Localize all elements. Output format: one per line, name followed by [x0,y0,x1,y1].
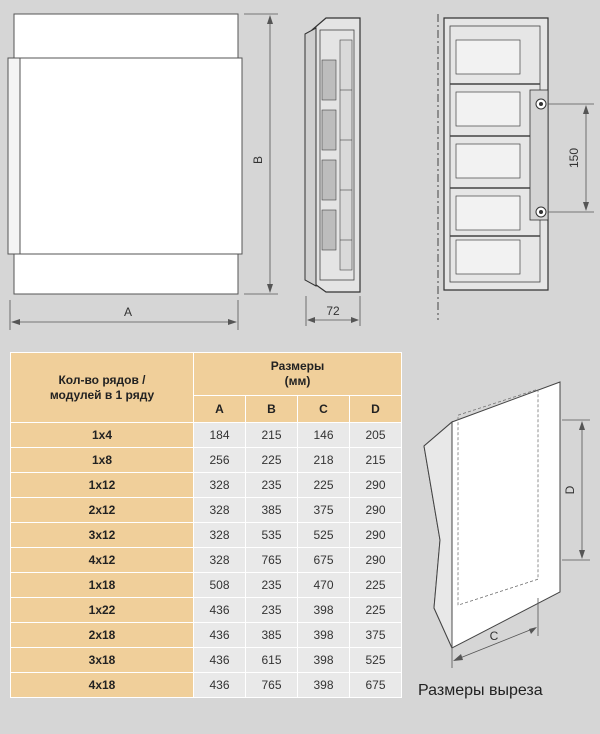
cell-b: 235 [246,598,298,623]
row-label: 1x12 [11,473,194,498]
cell-c: 146 [298,423,350,448]
cell-d: 290 [350,548,402,573]
cell-c: 398 [298,598,350,623]
cell-c: 675 [298,548,350,573]
cell-d: 225 [350,598,402,623]
table-row [11,498,402,523]
cell-b: 235 [246,573,298,598]
header-sizes-line1: Размеры [270,359,325,373]
column-header-c: C [298,396,350,423]
row-label: 1x22 [11,598,194,623]
column-header-d: D [350,396,402,423]
header-sizes-line2: (мм) [284,374,311,388]
cell-b: 235 [246,473,298,498]
header-rows-line2: модулей в 1 ряду [49,387,155,402]
table-row [11,548,402,573]
cell-a: 328 [194,523,246,548]
dim-label-b: B [251,155,265,165]
row-label: 1x18 [11,573,194,598]
cell-d: 375 [350,623,402,648]
cell-c: 398 [298,648,350,673]
table-row [11,598,402,623]
cutout-view [424,382,590,668]
cell-d: 675 [350,673,402,698]
cell-c: 225 [298,473,350,498]
cell-b: 225 [246,448,298,473]
cutout-caption: Размеры выреза [418,682,543,699]
row-label: 4x12 [11,548,194,573]
row-label: 2x18 [11,623,194,648]
dimensions-table [10,352,402,698]
table-row [11,448,402,473]
cell-a: 436 [194,673,246,698]
side-view [305,18,360,326]
cell-d: 525 [350,648,402,673]
dim-label-72: 72 [326,304,340,318]
dim-label-c: C [489,629,499,643]
cell-b: 535 [246,523,298,548]
row-label: 1x4 [11,423,194,448]
header-rows-line1: Кол-во рядов / [58,372,146,387]
cell-c: 470 [298,573,350,598]
cell-c: 398 [298,673,350,698]
dim-label-150: 150 [567,147,581,169]
row-label: 3x18 [11,648,194,673]
cell-a: 328 [194,548,246,573]
cell-a: 328 [194,473,246,498]
row-label: 1x8 [11,448,194,473]
cell-a: 436 [194,598,246,623]
cell-a: 328 [194,498,246,523]
cell-b: 385 [246,498,298,523]
cell-c: 375 [298,498,350,523]
row-label: 4x18 [11,673,194,698]
cell-a: 436 [194,648,246,673]
cell-d: 215 [350,448,402,473]
cell-b: 765 [246,673,298,698]
cell-a: 256 [194,448,246,473]
header-rows-modules [11,353,194,423]
table-row [11,673,402,698]
cell-a: 508 [194,573,246,598]
column-header-a: A [194,396,246,423]
dim-label-a: A [123,305,133,319]
dimensions-table-container [10,352,402,708]
cell-b: 765 [246,548,298,573]
column-header-b: B [246,396,298,423]
cell-c: 218 [298,448,350,473]
cell-b: 615 [246,648,298,673]
cell-b: 385 [246,623,298,648]
table-row [11,573,402,598]
table-row [11,623,402,648]
cell-a: 436 [194,623,246,648]
row-label: 3x12 [11,523,194,548]
front-view [8,14,278,330]
cell-d: 290 [350,523,402,548]
row-label: 2x12 [11,498,194,523]
cell-c: 398 [298,623,350,648]
dim-label-d: D [563,485,577,495]
cell-d: 290 [350,473,402,498]
cell-b: 215 [246,423,298,448]
table-row [11,423,402,448]
cell-d: 205 [350,423,402,448]
header-sizes [194,353,402,396]
table-row [11,473,402,498]
cell-a: 184 [194,423,246,448]
cell-c: 525 [298,523,350,548]
cell-d: 225 [350,573,402,598]
table-row [11,648,402,673]
cell-d: 290 [350,498,402,523]
table-row [11,523,402,548]
